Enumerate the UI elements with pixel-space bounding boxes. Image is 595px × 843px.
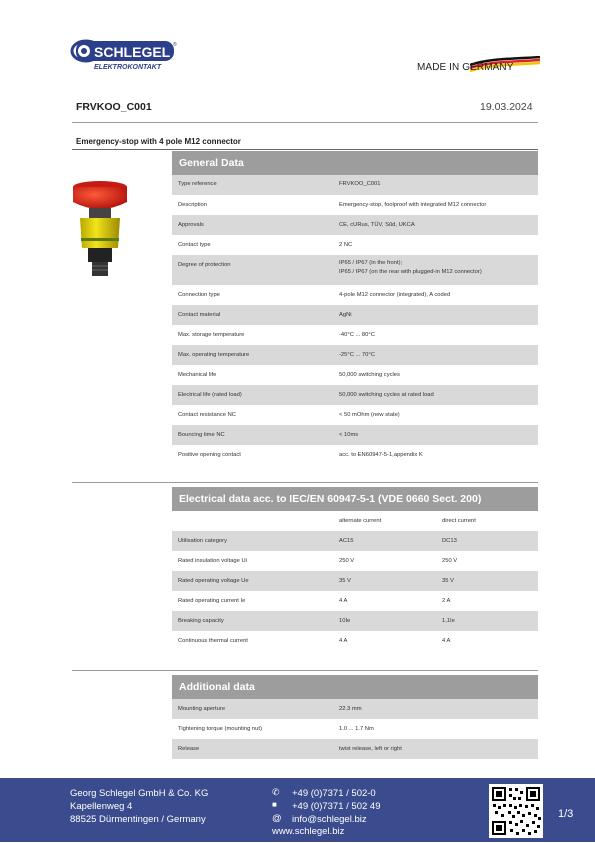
product-image [70,180,130,280]
general-row [172,385,538,405]
row-dc: 2 A [442,598,451,604]
general-row [172,285,538,305]
row-value: 50,000 switching cycles [339,372,400,378]
footer-city: 88525 Dürmentingen / Germany [70,814,206,825]
general-row [172,175,538,195]
row-ac: 35 V [339,578,351,584]
row-key: Contact type [178,242,211,248]
footer-street: Kapellenweg 4 [70,801,133,812]
row-key: Mounting aperture [178,706,226,712]
row-key: Rated operating voltage Ue [178,578,249,584]
row-key: Degree of protection [178,262,231,268]
row-ac: 4 A [339,638,348,644]
electrical-row [172,571,538,591]
row-value: 2 NC [339,242,353,248]
footer-phone: +49 (0)7371 / 502-0 [292,788,376,799]
page-number: 1/3 [558,808,574,820]
phone-icon: ✆ [272,787,280,797]
row-dc: 35 V [442,578,454,584]
section-divider [72,670,538,671]
logo-sub-text: ELEKTROKONTAKT [94,64,162,71]
footer-email[interactable]: info@schlegel.biz [292,814,367,825]
row-dc: 250 V [442,558,458,564]
row-key: Type reference [178,181,217,187]
document-date: 19.03.2024 [480,101,533,113]
row-value: < 50 mOhm (new state) [339,412,400,418]
electrical-row [172,631,538,651]
electrical-row [172,531,538,551]
section-divider [72,482,538,483]
document-id: FRVKOO_C001 [76,101,152,113]
general-row [172,445,538,465]
row-value: < 10ms [339,432,359,438]
additional-data-header: Additional data [172,675,538,699]
row-value: Emergency-stop, foolproof with integrated M12 connector [339,202,487,208]
row-key: Contact material [178,312,221,318]
row-value: -25°C ... 70°C [339,352,375,358]
row-key: Tightening torque (mounting nut) [178,726,262,732]
row-key: Positive opening contact [178,452,241,458]
general-row [172,195,538,215]
general-row [172,215,538,235]
col-dc-label: direct current [442,518,476,524]
electrical-row [172,611,538,631]
row-ac: 4 A [339,598,348,604]
row-ac: AC15 [339,538,354,544]
logo-brand-text: SCHLEGEL [94,44,171,60]
electrical-row [172,551,538,571]
footer-web[interactable]: www.schlegel.biz [272,826,345,837]
row-dc: 4 A [442,638,451,644]
row-value: twist release, left or right [339,746,402,752]
row-value: 22.3 mm [339,706,362,712]
row-value-line2: IP65 / IP67 (on the rear with plugged-in M12 connector) [339,269,482,275]
row-dc: 1,1Ie [442,618,455,624]
row-key: Max. storage temperature [178,332,245,338]
row-key: Electrical life (rated load) [178,392,242,398]
electrical-column-header [172,511,538,531]
qr-code[interactable] [489,784,543,838]
row-key: Continuous thermal current [178,638,248,644]
general-row [172,235,538,255]
row-value: FRVKOO_C001 [339,181,381,187]
row-key: Description [178,202,207,208]
product-subtitle: Emergency-stop with 4 pole M12 connector [76,137,241,146]
row-value: 4-pole M12 connector (integrated), A coded [339,292,451,298]
schlegel-logo [70,38,178,72]
row-key: Bouncing time NC [178,432,225,438]
row-value: CE, cURus, TÜV, Sűd, UKCA [339,222,415,228]
electrical-data-header: Electrical data acc. to IEC/EN 60947-5-1 (VDE 0660 Sect. 200) [172,487,538,511]
row-value: AgNi [339,312,352,318]
row-key: Rated insulation voltage Ui [178,558,247,564]
col-ac-label: alternate current [339,518,382,524]
row-key: Contact resistance NC [178,412,236,418]
row-key: Approvals [178,222,204,228]
row-key: Mechanical life [178,372,217,378]
row-value: acc. to EN60947-5-1,appendix K [339,452,423,458]
footer [0,778,595,842]
row-key: Release [178,746,200,752]
email-icon: @ [272,813,282,824]
row-key: Max. operating temperature [178,352,250,358]
row-value: 50,000 switching cycles at rated load [339,392,434,398]
additional-row [172,739,538,759]
row-ac: 250 V [339,558,355,564]
row-key: Connection type [178,292,220,298]
general-row [172,305,538,325]
row-value: 1.0 ... 1.7 Nm [339,726,374,732]
additional-row [172,699,538,719]
footer-company: Georg Schlegel GmbH & Co. KG [70,788,209,799]
row-key: Breaking capacity [178,618,224,624]
row-dc: DC13 [442,538,457,544]
general-row [172,255,538,285]
general-row [172,325,538,345]
general-row [172,405,538,425]
row-key: Rated operating current Ie [178,598,246,604]
header-rule [72,122,538,123]
row-value: IP65 / IP67 (in the front); [339,260,403,266]
row-ac: 10Ie [339,618,351,624]
row-key: Utilisation category [178,538,227,544]
subtitle-rule [72,149,538,150]
row-value: -40°C ... 80°C [339,332,375,338]
electrical-row [172,591,538,611]
made-in-germany: MADE IN GERMANY [417,62,514,73]
fax-icon: ■ [272,800,277,809]
general-row [172,425,538,445]
svg-text:®: ® [173,42,177,48]
general-row [172,365,538,385]
general-row [172,345,538,365]
additional-row [172,719,538,739]
general-data-header: General Data [172,151,538,175]
footer-fax: +49 (0)7371 / 502 49 [292,801,381,812]
